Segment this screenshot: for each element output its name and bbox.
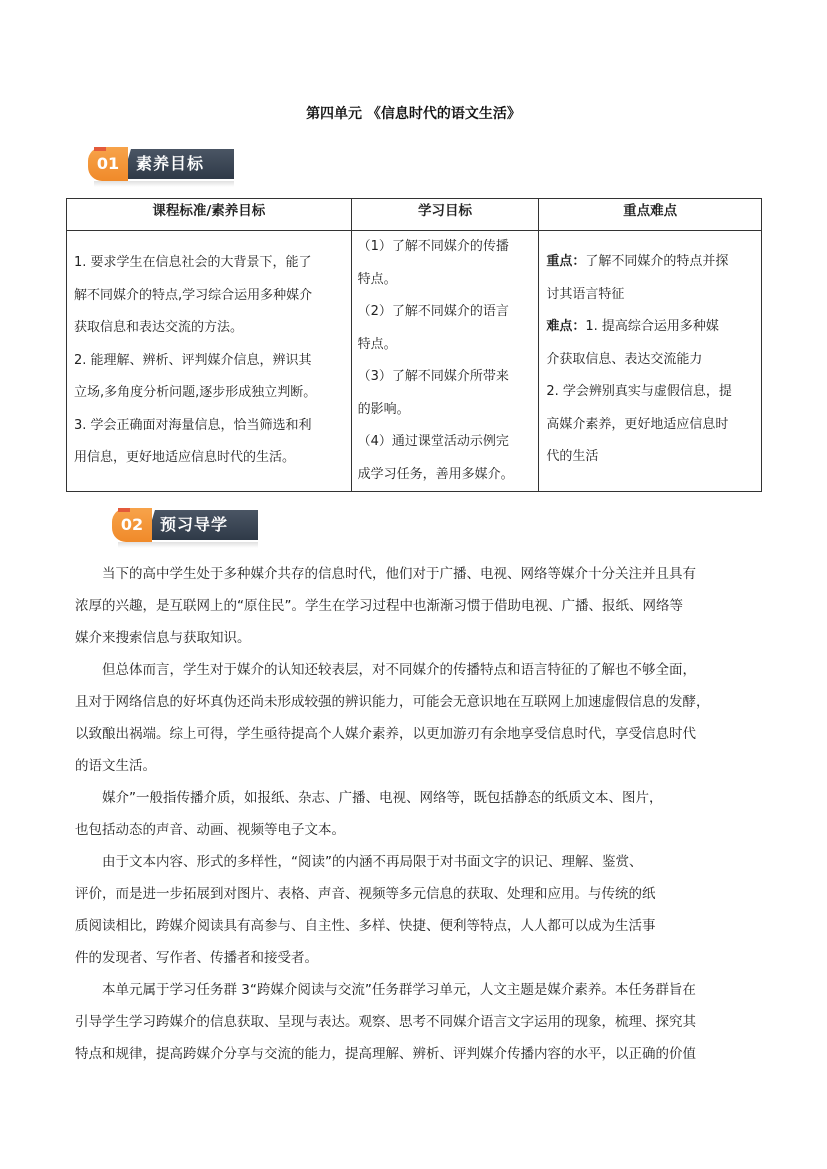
section-label: 素养目标 bbox=[136, 154, 205, 173]
paragraph-line: 但总体而言，学生对于媒介的认知还较表层，对不同媒介的传播特点和语言特征的了解也不够全面， bbox=[102, 662, 696, 678]
table-row bbox=[67, 231, 762, 492]
learning-goal-line: 成学习任务，善用多媒介。 bbox=[357, 466, 514, 482]
paragraph-line: 由于文本内容、形式的多样性，“阅读”的内涵不再局限于对书面文字的识记、理解、鉴赏、 bbox=[102, 854, 643, 870]
paragraph-line: 的语文生活。 bbox=[75, 758, 156, 774]
learning-goal-line: 特点。 bbox=[357, 336, 397, 352]
section-label: 预习导学 bbox=[160, 515, 229, 534]
paragraph-line: 当下的高中学生处于多种媒介共存的信息时代，他们对于广播、电视、网络等媒介十分关注并且具有 bbox=[102, 566, 696, 582]
learning-goal-line: （3）了解不同媒介所带来 bbox=[357, 369, 509, 384]
key-difficult-cell bbox=[539, 231, 762, 492]
difficult-point-line: 2. 学会辨别真实与虚假信息，提 bbox=[546, 384, 732, 399]
page-title: 第四单元 《信息时代的语文生活》 bbox=[306, 106, 521, 122]
paragraph-line: 评价，而是进一步拓展到对图片、表格、声音、视频等多元信息的获取、处理和应用。与传统的纸 bbox=[75, 886, 656, 902]
key-point-line: 讨其语言特征 bbox=[546, 286, 625, 302]
difficult-point-line bbox=[546, 311, 755, 344]
key-point-line bbox=[546, 246, 755, 279]
key-point-label: 重点： bbox=[546, 254, 586, 269]
difficult-point-line: 代的生活 bbox=[546, 449, 599, 464]
standards-line: 用信息，更好地适应信息时代的生活。 bbox=[74, 450, 296, 465]
paragraph-line: 媒介”一般指传播介质，如报纸、杂志、广播、电视、网络等，既包括静态的纸质文本、图片， bbox=[102, 790, 663, 806]
paragraph-line: 也包括动态的声音、动画、视频等电子文本。 bbox=[75, 822, 345, 838]
standards-cell bbox=[67, 231, 352, 492]
preview-body bbox=[75, 558, 763, 1070]
learning-goal-line: （1）了解不同媒介的传播 bbox=[357, 239, 509, 254]
learning-goal-line: （2）了解不同媒介的语言 bbox=[357, 304, 509, 319]
difficult-point-text: 1. 提高综合运用多种媒 bbox=[585, 319, 719, 334]
banner-shadow bbox=[118, 542, 258, 548]
paragraph bbox=[75, 846, 763, 974]
learning-goals-cell bbox=[351, 231, 539, 492]
header-learning-goals: 学习目标 bbox=[351, 199, 539, 231]
learning-goal-line: 特点。 bbox=[357, 271, 397, 287]
section-number: 02 bbox=[120, 515, 144, 534]
standards-line: 获取信息和表达交流的方法。 bbox=[74, 320, 244, 335]
paragraph bbox=[75, 782, 763, 846]
paragraph bbox=[75, 974, 763, 1070]
section-banner-preview bbox=[112, 508, 262, 548]
banner-shadow bbox=[94, 181, 234, 187]
section-banner-goals bbox=[88, 147, 238, 187]
standards-line: 解不同媒介的特点,学习综合运用多种媒介 bbox=[74, 287, 313, 303]
paragraph-line: 浓厚的兴趣，是互联网上的“原住民”。学生在学习过程中也渐渐习惯于借助电视、广播、报纸、网络等 bbox=[75, 598, 683, 614]
header-standards: 课程标准/素养目标 bbox=[67, 199, 352, 231]
paragraph-line: 质阅读相比，跨媒介阅读具有高参与、自主性、多样、快捷、便利等特点，人人都可以成为生活事 bbox=[75, 918, 656, 934]
difficult-point-line: 介获取信息、表达交流能力 bbox=[546, 351, 703, 367]
goals-table bbox=[66, 198, 762, 492]
paragraph bbox=[75, 654, 763, 782]
section-number: 01 bbox=[96, 154, 120, 173]
paragraph-line: 且对于网络信息的好坏真伪还尚未形成较强的辨识能力，可能会无意识地在互联网上加速虚假信息的发酵， bbox=[75, 694, 710, 710]
standards-line: 3. 学会正确面对海量信息，恰当筛选和利 bbox=[74, 417, 312, 433]
difficult-point-line: 高媒介素养，更好地适应信息时 bbox=[546, 416, 729, 432]
standards-line: 2. 能理解、辨析、评判媒介信息，辨识其 bbox=[74, 352, 312, 368]
paragraph-line: 以致酿出祸端。综上可得，学生亟待提高个人媒介素养，以更加游刃有余地享受信息时代，享受信息时代 bbox=[75, 726, 696, 742]
learning-goal-line: 的影响。 bbox=[357, 401, 410, 417]
paragraph-line: 引导学生学习跨媒介的信息获取、呈现与表达。观察、思考不同媒介语言文字运用的现象，梳理、探究其 bbox=[75, 1014, 696, 1030]
paragraph bbox=[75, 558, 763, 654]
paragraph-line: 本单元属于学习任务群 3“跨媒介阅读与交流”任务群学习单元，人文主题是媒介素养。本任务群旨在 bbox=[102, 982, 696, 998]
key-point-text: 了解不同媒介的特点并探 bbox=[585, 254, 729, 269]
paragraph-line: 件的发现者、写作者、传播者和接受者。 bbox=[75, 950, 318, 966]
table-header-row bbox=[67, 199, 762, 231]
header-key-difficult-points: 重点难点 bbox=[539, 199, 762, 231]
standards-line: 1. 要求学生在信息社会的大背景下，能了 bbox=[74, 255, 312, 270]
difficult-point-label: 难点： bbox=[546, 319, 586, 334]
paragraph-line: 特点和规律，提高跨媒介分享与交流的能力，提高理解、辨析、评判媒介传播内容的水平，以正确的价值 bbox=[75, 1046, 696, 1062]
standards-line: 立场,多角度分析问题,逐步形成独立判断。 bbox=[74, 385, 317, 400]
paragraph-line: 媒介来搜索信息与获取知识。 bbox=[75, 630, 251, 646]
learning-goal-line: （4）通过课堂活动示例完 bbox=[357, 434, 509, 449]
